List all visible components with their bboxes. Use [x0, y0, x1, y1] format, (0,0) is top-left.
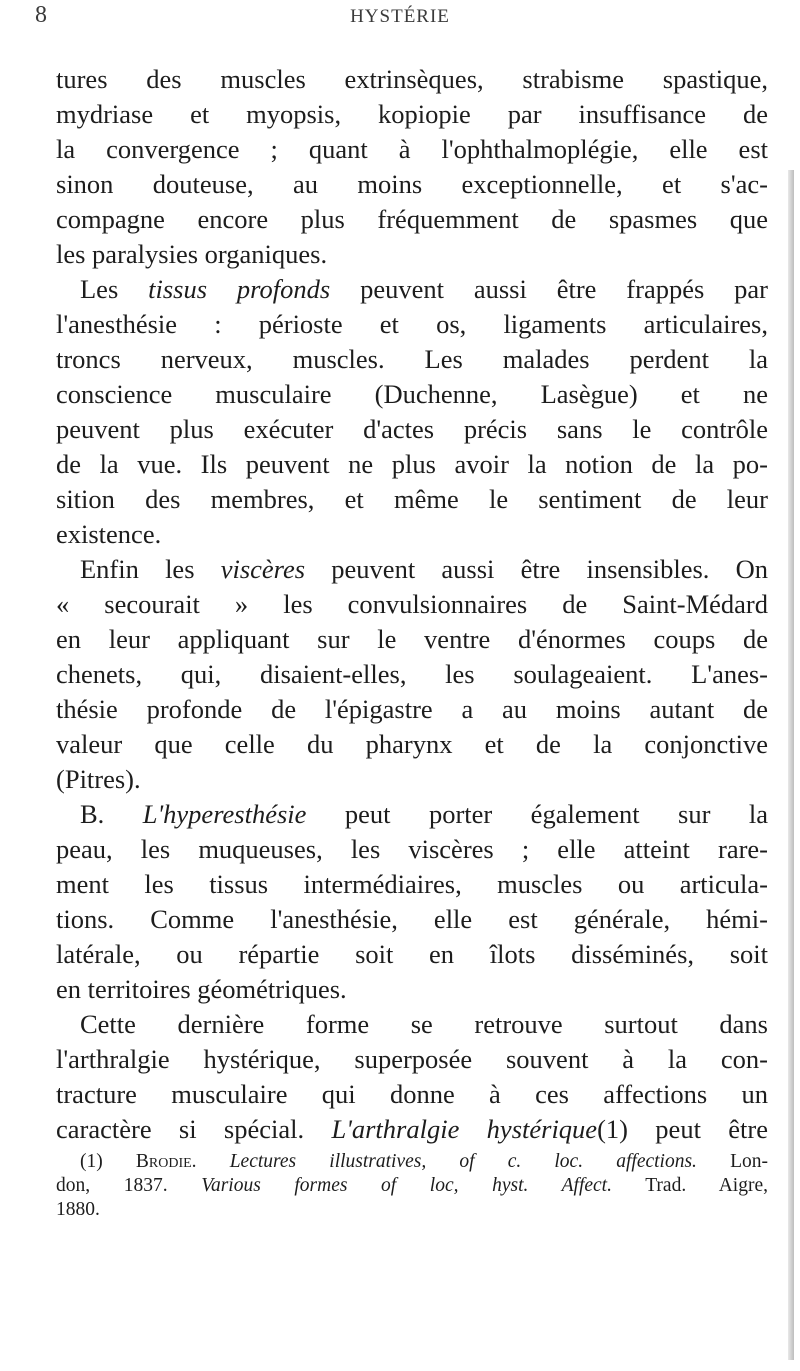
footnote [56, 1150, 768, 1222]
emphasis: viscères [220, 554, 306, 584]
text-line: chenets, qui, disaient-elles, les soulageaient. L'anes- [56, 659, 768, 689]
text-line: les paralysies organiques. [56, 239, 328, 269]
text-line: tions. Comme l'anesthésie, elle est générale, hémi- [56, 904, 768, 934]
text-line: valeur que celle du pharynx et de la conjonctive [56, 729, 768, 759]
text-line: la convergence ; quant à l'ophthalmoplégie, elle est [56, 134, 768, 164]
text-line: peau, les muqueuses, les viscères ; elle atteint rare- [56, 834, 768, 864]
text-line: troncs nerveux, muscles. Les malades perdent la [56, 344, 768, 374]
text-line: mydriase et myopsis, kopiopie par insuffisance de [56, 99, 768, 129]
footnote-line: don, 1837. Various formes of loc, hyst. Affect. Trad. Aigre, [56, 1175, 768, 1196]
text-line: en leur appliquant sur le ventre d'énormes coups de [56, 624, 768, 654]
text-line: Les tissus profonds peuvent aussi être frappés par [80, 274, 768, 304]
body-text [56, 62, 768, 1147]
paragraph [56, 552, 768, 797]
text-line: existence. [56, 519, 162, 549]
paragraph [56, 797, 768, 1007]
footnote-line: 1880. [56, 1199, 100, 1220]
text-line: Enfin les viscères peuvent aussi être insensibles. On [80, 554, 768, 584]
page-number: 8 [35, 2, 47, 28]
paragraph [56, 1007, 768, 1147]
running-head: HYSTÉRIE [350, 6, 450, 27]
emphasis: Lectures illustratives, of c. loc. affections. [196, 1151, 697, 1172]
footnote-author: Brodie. [135, 1151, 197, 1172]
text-line: ment les tissus intermédiaires, muscles ou articula- [56, 869, 768, 899]
text-line: Cette dernière forme se retrouve surtout dans [80, 1009, 768, 1039]
text-line: l'anesthésie : périoste et os, ligaments articulaires, [56, 309, 768, 339]
emphasis: L'arthralgie hystérique [331, 1114, 598, 1144]
text-line: « secourait » les convulsionnaires de Saint-Médard [56, 589, 768, 619]
paragraph [56, 272, 768, 552]
text-line: tracture musculaire qui donne à ces affections un [56, 1079, 768, 1109]
text-line: latérale, ou répartie soit en îlots disséminés, soit [56, 939, 768, 969]
emphasis: Various formes of loc, hyst. Affect. [201, 1175, 612, 1196]
text-line: peuvent plus exécuter d'actes précis sans le contrôle [56, 414, 768, 444]
text-line: en territoires géométriques. [56, 974, 347, 1004]
paragraph [56, 62, 768, 272]
text-line: B. L'hyperesthésie peut porter également sur la [80, 799, 768, 829]
emphasis: tissus profonds [148, 274, 331, 304]
text-line: tures des muscles extrinsèques, strabisme spastique, [56, 64, 768, 94]
text-line: (Pitres). [56, 764, 141, 794]
text-line: thésie profonde de l'épigastre a au moins autant de [56, 694, 768, 724]
text-line: compagne encore plus fréquemment de spasmes que [56, 204, 768, 234]
text-line: de la vue. Ils peuvent ne plus avoir la notion de la po- [56, 449, 768, 479]
text-line: sinon douteuse, au moins exceptionnelle, et s'ac- [56, 169, 768, 199]
text-line: conscience musculaire (Duchenne, Lasègue) et ne [56, 379, 768, 409]
text-line: l'arthralgie hystérique, superposée souvent à la con- [56, 1044, 768, 1074]
text-line: sition des membres, et même le sentiment de leur [56, 484, 768, 514]
page-edge-shadow [788, 170, 794, 1360]
emphasis: L'hyperesthésie [142, 799, 307, 829]
text-line: caractère si spécial. L'arthralgie hystérique(1) peut être [56, 1114, 768, 1144]
footnote-line: (1) Brodie. Lectures illustratives, of c. loc. affections. Lon- [80, 1151, 768, 1172]
